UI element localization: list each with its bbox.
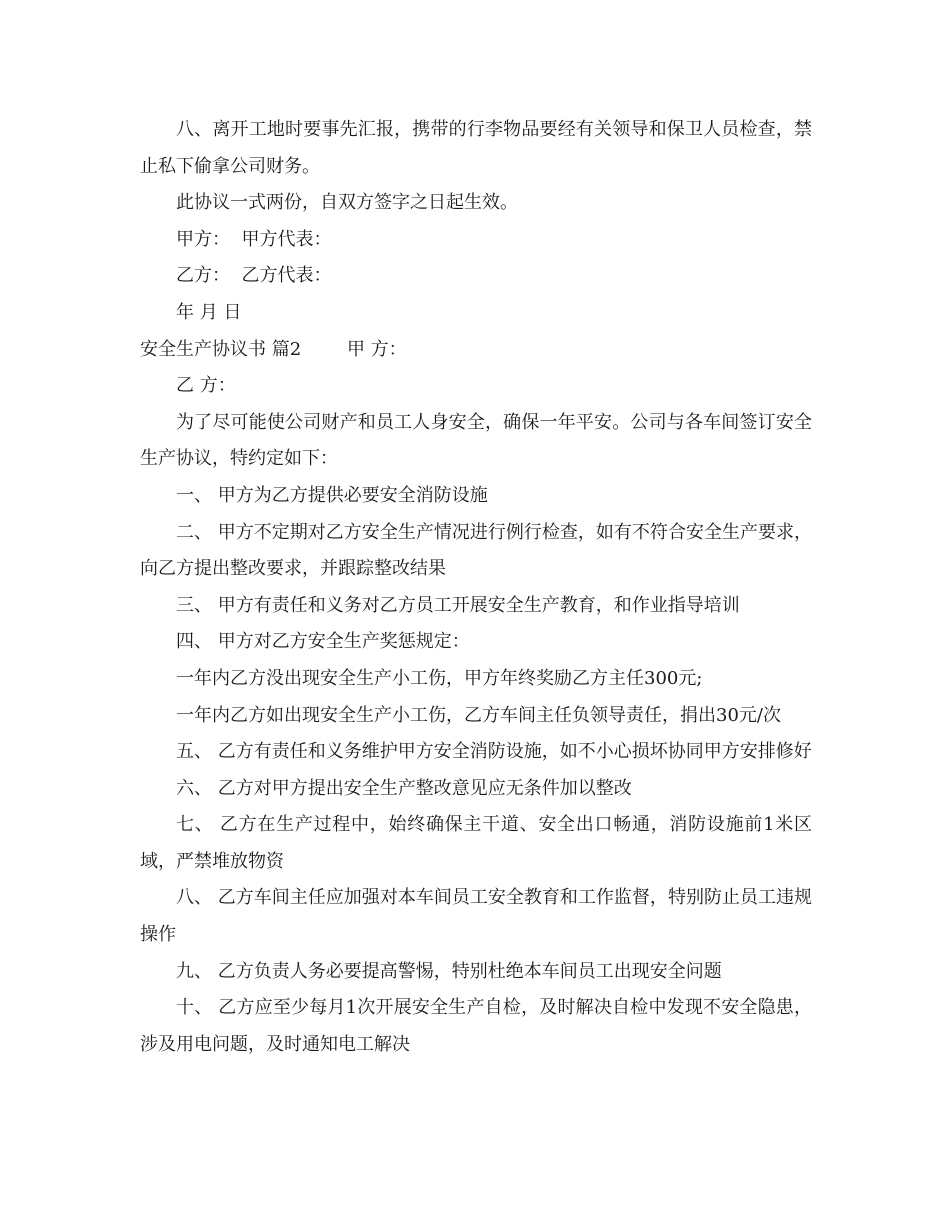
clause-4: 四、 甲方对乙方安全生产奖惩规定：	[176, 631, 470, 653]
clause-9: 九、 乙方负责人务必要提高警惕，特别杜绝本车间员工出现安全问题	[176, 960, 722, 982]
clause-8: 八、 乙方车间主任应加强对本车间员工安全教育和工作监督，特别防止员工违规操作	[140, 887, 812, 946]
clause-5: 五、 乙方有责任和义务维护甲方安全消防设施，如不小心损坏协同甲方安排修好	[176, 741, 812, 763]
party-b-line: 乙 方：	[176, 375, 236, 397]
clause-10: 十、 乙方应至少每月1次开展安全生产自检，及时解决自检中发现不安全隐患，涉及用电问题，及时通知电工解决	[140, 997, 812, 1055]
clause-4-penalty: 一年内乙方如出现安全生产小工伤，乙方车间主任负领导责任，捐出30元/次	[176, 704, 781, 726]
clause-2: 二、 甲方不定期对乙方安全生产情况进行例行检查，如有不符合安全生产要求，向乙方提出整改要求，并跟踪整改结果	[140, 521, 812, 580]
paragraph-clause-8-leave-site: 八、离开工地时要事先汇报，携带的行李物品要经有关领导和保卫人员检查，禁止私下偷拿公司财务。	[140, 119, 812, 177]
document-body	[140, 112, 812, 1063]
signature-party-a: 甲方： 甲方代表：	[176, 228, 332, 250]
paragraph-effective-statement: 此协议一式两份，自双方签字之日起生效。	[176, 192, 518, 214]
section-title-agreement-2: 安全生产协议书 篇2 甲 方：	[140, 338, 407, 360]
clause-3: 三、 甲方有责任和义务对乙方员工开展安全生产教育，和作业指导培训	[176, 594, 740, 616]
paragraph-preamble: 为了尽可能使公司财产和员工人身安全，确保一年平安。公司与各车间签订安全生产协议，特约定如下：	[140, 411, 812, 470]
clause-7: 七、 乙方在生产过程中，始终确保主干道、安全出口畅通，消防设施前1米区域，严禁堆放物资	[140, 814, 812, 872]
clause-4-reward: 一年内乙方没出现安全生产小工伤，甲方年终奖励乙方主任300元;	[176, 667, 703, 689]
signature-party-b: 乙方： 乙方代表：	[176, 265, 332, 287]
signature-date: 年 月 日	[176, 301, 242, 323]
clause-1: 一、 甲方为乙方提供必要安全消防设施	[176, 484, 488, 506]
clause-6: 六、 乙方对甲方提出安全生产整改意见应无条件加以整改	[176, 777, 632, 799]
